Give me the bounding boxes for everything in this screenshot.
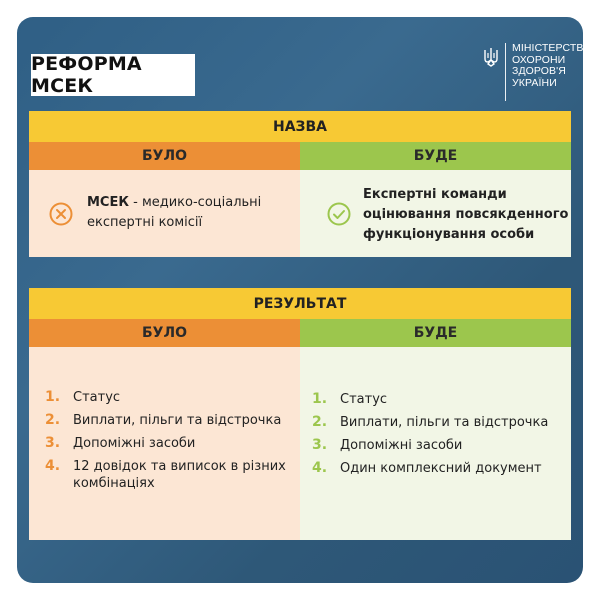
list-item [45,389,295,406]
name-subheader-row [29,142,571,170]
list-item [312,460,562,477]
will-label: БУДЕ [300,319,571,347]
list-item [312,391,562,408]
list-number: 3. [45,435,61,451]
ministry-name-line: МІНІСТЕРСТВО [512,42,592,54]
ministry-logo [483,43,591,101]
infographic-card [17,17,592,583]
list-number: 2. [312,414,328,430]
will-label: БУДЕ [300,142,571,170]
ministry-name-line: УКРАЇНИ [512,76,557,89]
trident-icon [483,47,499,67]
result-body-row [29,347,571,540]
list-number: 4. [312,460,328,476]
ministry-name [512,43,591,89]
ministry-name-line: ЗДОРОВ'Я [512,65,566,77]
check-circle-icon [327,202,351,226]
result-was-column [29,347,300,540]
list-number: 1. [45,389,61,405]
was-label: БУЛО [29,319,300,347]
list-text: Один комплексний документ [340,461,542,476]
result-will-column [300,347,571,540]
list-number: 1. [312,391,328,407]
cross-circle-icon [49,202,73,226]
name-was-text [87,193,302,233]
list-item [312,414,562,431]
was-list [45,389,295,498]
list-number: 3. [312,437,328,453]
name-body-row [29,170,571,257]
msek-description: - медико-соціальні експертні комісії [87,195,262,230]
name-header-label: НАЗВА [272,118,327,135]
list-item [312,437,562,454]
list-item [45,458,295,492]
page-title: РЕФОРМА МСЕК [31,53,142,97]
list-item [45,435,295,452]
list-number: 2. [45,412,61,428]
list-number: 4. [45,458,61,474]
list-item [45,412,295,429]
list-text: Допоміжні засоби [340,438,463,453]
result-subheader-row [29,319,571,347]
list-text: Виплати, пільги та відстрочка [340,415,549,430]
list-text: Виплати, пільги та відстрочка [73,413,282,428]
result-panel [29,288,571,540]
list-text: 12 довідок та виписок в різних комбінаціях [73,459,286,491]
title-box [31,54,195,96]
was-label: БУЛО [29,142,300,170]
result-header-label: РЕЗУЛЬТАТ [253,295,347,312]
list-text: Статус [340,392,388,407]
ministry-name-line: ОХОРОНИ [512,53,566,66]
will-list [312,391,562,483]
result-header [29,288,571,319]
logo-divider [505,43,506,101]
list-text: Статус [73,390,121,405]
list-text: Допоміжні засоби [73,436,196,451]
name-will-text: Експертні команди оцінювання повсякденного функціонування особи [363,187,569,242]
msek-abbrev: МСЕК [87,195,129,210]
name-header [29,111,571,142]
name-panel [29,111,571,257]
